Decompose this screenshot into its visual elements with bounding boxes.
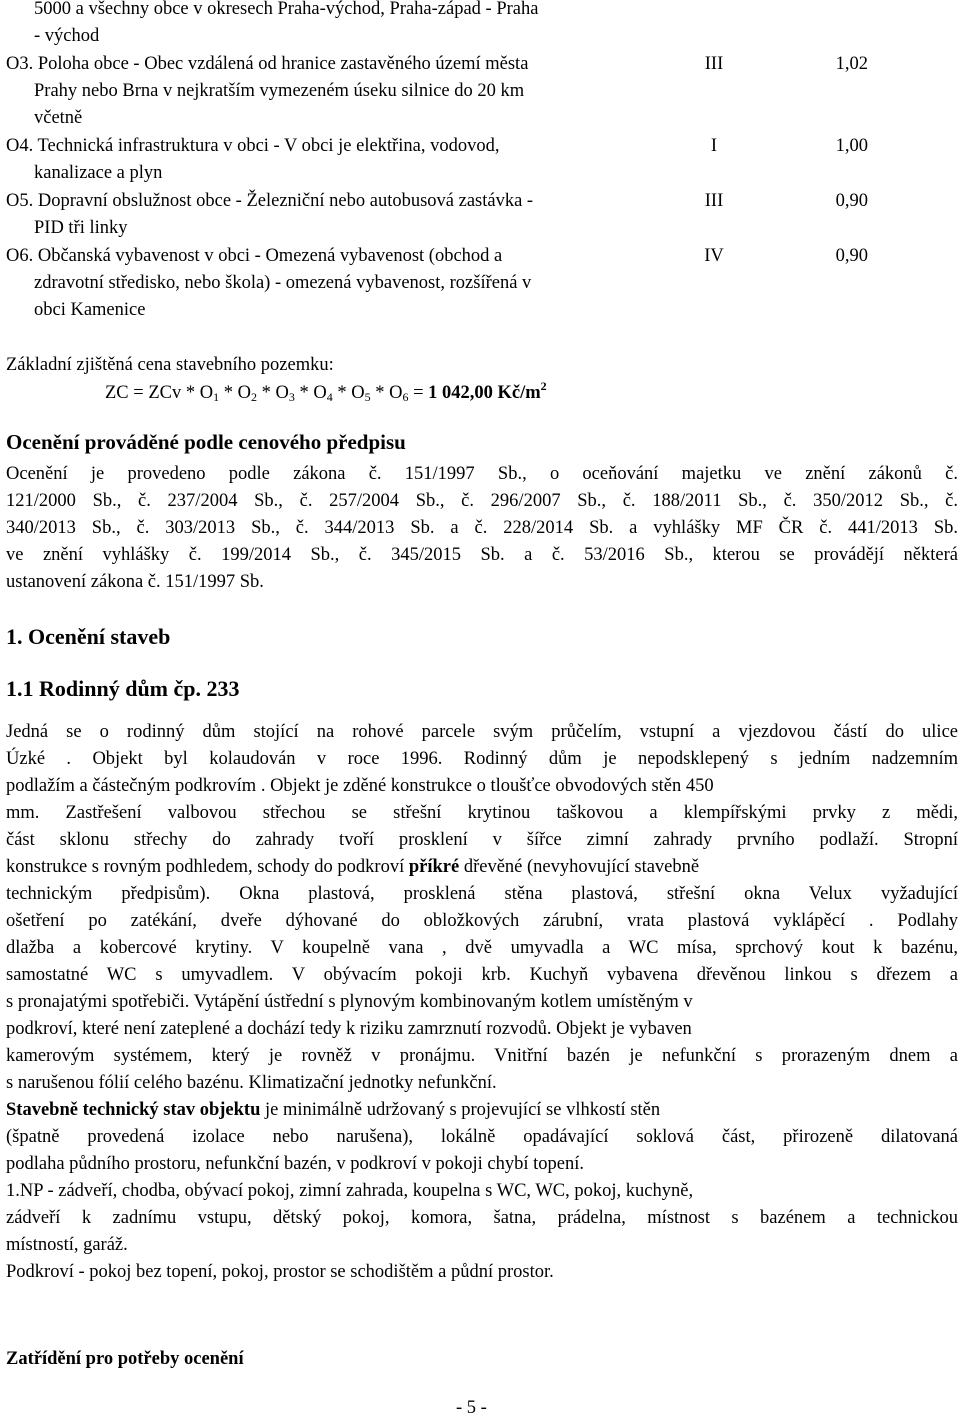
- house-line-2: podlažím a částečným podkrovím . Objekt je zděné konstrukce o tloušťce obvodových stěn 450: [6, 776, 714, 796]
- house-line-9: samostatné WC s umyvadlem. V obývacím pokoji krb. Kuchyň vybavena dřevěnou linkou s dřezem a: [6, 965, 958, 985]
- criteria-row-0-line-1: - východ: [34, 26, 100, 46]
- valuation-line-2: 340/2013 Sb., č. 303/2013 Sb., č. 344/2013 Sb. a č. 228/2014 Sb. a vyhlášky MF ČR č. 441/2013 Sb.: [6, 518, 958, 538]
- page-number: - 5 -: [456, 1398, 487, 1418]
- criteria-row-0-line-0: 5000 a všechny obce v okresech Praha-východ, Praha-západ - Praha: [34, 0, 539, 19]
- criteria-row-o3-class: III: [704, 54, 724, 74]
- formula-mult-2: * O: [219, 383, 251, 403]
- formula-mult-6: * O: [370, 383, 403, 403]
- formula-sub-2: 2: [250, 390, 257, 404]
- formula-sub-6: 6: [402, 390, 409, 404]
- house-line-4: část sklonu střechy do zahrady tvoří prosklení v šířce zimní zahrady prvního podlaží. Stropní: [6, 830, 958, 850]
- criteria-row-o6-value: 0,90: [835, 246, 868, 266]
- np-line-2: místností, garáž.: [6, 1235, 128, 1255]
- house-line-6: technickým předpisům). Okna plastová, prosklená stěna plastová, střešní okna Velux vyžadující: [6, 884, 958, 904]
- criteria-row-o3-line-0: O3. Poloha obce - Obec vzdálená od hranice zastavěného území města: [6, 54, 529, 74]
- criteria-row-o6-line-1: zdravotní středisko, nebo škola) - omezená vybavenost, rozšířená v: [34, 273, 532, 293]
- criteria-row-o6-class: IV: [704, 246, 724, 266]
- criteria-row-o4-class: I: [710, 136, 718, 156]
- house-description: [6, 719, 958, 1286]
- house-line-0: Jedná se o rodinný dům stojící na rohové parcele svým průčelím, vstupní a vjezdovou částí do ulice: [6, 722, 958, 742]
- formula-prefix: ZC = ZCv * O: [105, 383, 214, 403]
- attic-line: Podkroví - pokoj bez topení, pokoj, prostor se schodištěm a půdní prostor.: [6, 1262, 554, 1282]
- section-1-heading: 1. Ocenění staveb: [6, 624, 171, 649]
- classification-heading: Zatřídění pro potřeby ocenění: [6, 1349, 244, 1369]
- criteria-row-o3-value: 1,02: [835, 54, 868, 74]
- valuation-line-4: ustanovení zákona č. 151/1997 Sb.: [6, 572, 264, 592]
- base-price-formula: [105, 380, 547, 407]
- house-line-5-rest: dřevěné (nevyhovující stavebně: [459, 857, 700, 877]
- criteria-row-o5-class: III: [704, 191, 724, 211]
- house-line-5-start: konstrukce s rovným podhledem, schody do podkroví: [6, 857, 405, 877]
- criteria-row-o6-line-2: obci Kamenice: [34, 300, 146, 320]
- house-line-11: podkroví, které není zateplené a dochází tedy k riziku zamrznutí rozvodů. Objekt je vybaven: [6, 1019, 692, 1039]
- criteria-row-o5-value: 0,90: [835, 191, 868, 211]
- valuation-text: [6, 461, 958, 596]
- formula-mult-4: * O: [294, 383, 327, 403]
- house-line-5: [6, 854, 958, 881]
- house-line-12: kamerovým systémem, který je rovněž v pronájmu. Vnitřní bazén je nefunkční s prorazeným dnem a: [6, 1046, 958, 1066]
- tech-state-line-0-text: je minimálně udržovaný s projevující se vlhkostí stěn: [260, 1100, 661, 1120]
- criteria-row-o5-line-0: O5. Dopravní obslužnost obce - Železniční nebo autobusová zastávka -: [6, 191, 534, 211]
- criteria-row-o3-line-1: Prahy nebo Brna v nejkratším vymezeném úseku silnice do 20 km: [34, 81, 525, 101]
- criteria-row-o4-value: 1,00: [835, 136, 868, 156]
- house-line-3: mm. Zastřešení valbovou střechou se střešní krytinou taškovou a klempířskými prvky z mědi,: [6, 803, 958, 823]
- formula-result-sup: 2: [540, 379, 547, 393]
- house-line-13: s narušenou fólií celého bazénu. Klimatizační jednotky nefunkční.: [6, 1073, 497, 1093]
- valuation-line-0: Ocenění je provedeno podle zákona č. 151/1997 Sb., o oceňování majetku ve znění zákonů č.: [6, 464, 958, 484]
- formula-sub-1: 1: [213, 390, 220, 404]
- house-line-5-bold: příkré: [408, 857, 460, 877]
- formula-mult-3: * O: [256, 383, 289, 403]
- tech-state-line-2: podlaha půdního prostoru, nefunkční bazén, v podkroví v pokoji chybí topení.: [6, 1154, 585, 1174]
- tech-state-line-0: [6, 1097, 958, 1124]
- formula-result: 1 042,00 Kč/m: [428, 383, 541, 403]
- house-line-10: s pronajatými spotřebiči. Vytápění ústřední s plynovým kombinovaným kotlem umístěným v: [6, 992, 693, 1012]
- tech-state-label: Stavebně technický stav objektu: [6, 1100, 261, 1120]
- valuation-heading: Ocenění prováděné podle cenového předpisu: [6, 430, 406, 454]
- criteria-row-o4-line-1: kanalizace a plyn: [34, 163, 163, 183]
- house-line-7: ošetření po zatékání, dveře dýhované do obložkových zárubní, vrata plastová vyklápěcí . Podlahy: [6, 911, 958, 931]
- formula-sub-5: 5: [364, 390, 371, 404]
- criteria-row-o5-line-1: PID tři linky: [34, 218, 128, 238]
- np-line-0: 1.NP - zádveří, chodba, obývací pokoj, zimní zahrada, koupelna s WC, WC, pokoj, kuchyně,: [6, 1181, 694, 1201]
- section-1-1-heading: 1.1 Rodinný dům čp. 233: [6, 676, 240, 701]
- criteria-row-o4-line-0: O4. Technická infrastruktura v obci - V obci je elektřina, vodovod,: [6, 136, 500, 156]
- np-line-1: zádveří k zadnímu vstupu, dětský pokoj, komora, šatna, prádelna, místnost s bazénem a technickou: [6, 1208, 958, 1228]
- valuation-line-1: 121/2000 Sb., č. 237/2004 Sb., č. 257/2004 Sb., č. 296/2007 Sb., č. 188/2011 Sb., č. 350/2012 Sb., č.: [6, 491, 958, 511]
- valuation-line-3: ve znění vyhlášky č. 199/2014 Sb., č. 345/2015 Sb. a č. 53/2016 Sb., kterou se provádějí některá: [6, 545, 958, 565]
- house-line-1: Úzké . Objekt byl kolaudován v roce 1996. Rodinný dům je nepodsklepený s jedním nadzemním: [6, 749, 958, 769]
- formula-mult-5: * O: [332, 383, 365, 403]
- formula-sub-4: 4: [326, 390, 333, 404]
- house-line-8: dlažba a kobercové krytiny. V koupelně vana , dvě umyvadla a WC mísa, sprchový kout k bazénu,: [6, 938, 958, 958]
- tech-state-line-1: (špatně provedená izolace nebo narušena), lokálně opadávající soklová část, přirozeně dilatovaná: [6, 1127, 958, 1147]
- criteria-row-o3-line-2: včetně: [34, 108, 83, 128]
- formula-sub-3: 3: [288, 390, 295, 404]
- formula-eq: =: [408, 383, 429, 403]
- base-price-label: Základní zjištěná cena stavebního pozemku:: [6, 355, 334, 375]
- criteria-row-o6-line-0: O6. Občanská vybavenost v obci - Omezená vybavenost (obchod a: [6, 246, 503, 266]
